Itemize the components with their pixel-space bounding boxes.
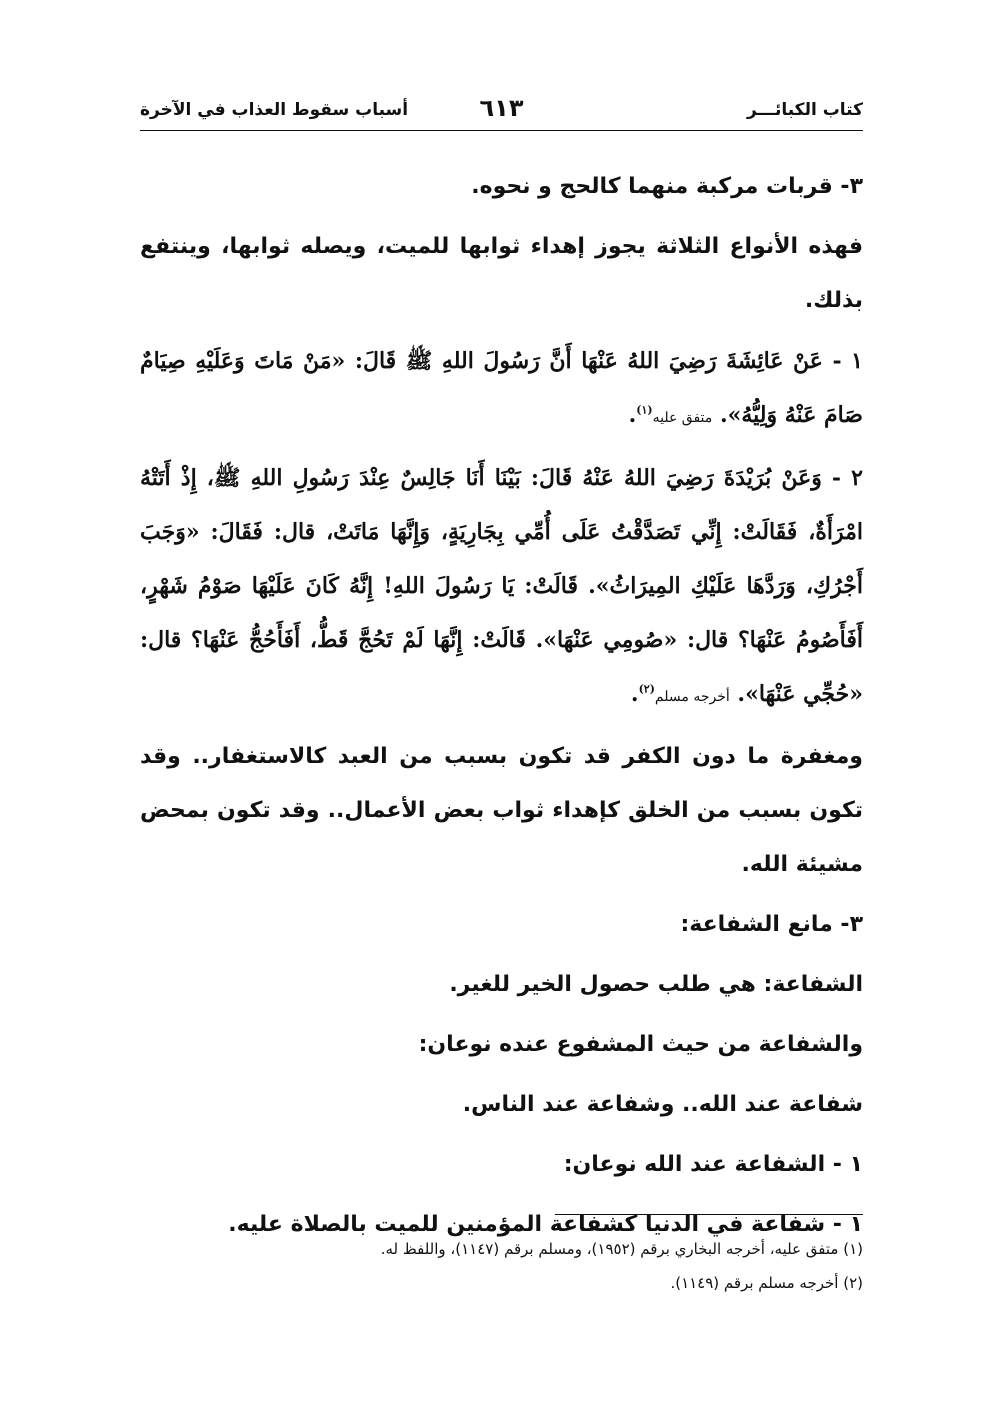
hadith-one-text: ١ - عَنْ عَائِشَةَ رَضِيَ اللهُ عَنْهَا أَنَّ رَسُولَ اللهِ ﷺ قَالَ: «مَنْ مَاتَ وَعَلَيْهِ صِيَامٌ صَامَ عَنْهُ وَلِيُّهُ». bbox=[140, 348, 863, 428]
shafaa-definition bbox=[140, 958, 863, 1012]
item-three-line: ٣- قربات مركبة منهما كالحج و نحوه. bbox=[471, 174, 863, 199]
footnote-ref-2[interactable]: (٢) bbox=[638, 682, 655, 696]
shafaa-allah-heading: ١ - الشفاعة عند الله نوعان: bbox=[563, 1152, 863, 1177]
footnote-divider bbox=[555, 1214, 863, 1215]
hadith-one-source: متفق عليه bbox=[652, 410, 713, 426]
running-header bbox=[140, 92, 863, 132]
footnote-2: (٢) أخرجه مسلم برقم (١١٤٩). bbox=[670, 1274, 863, 1292]
shafaa-kinds: والشفاعة من حيث المشفوع عنده نوعان: bbox=[418, 1032, 863, 1057]
section-heading: ٣- مانع الشفاعة: bbox=[680, 912, 863, 937]
book-title: كتاب الكبائـــر bbox=[746, 100, 863, 120]
hadith-two-text: ٢ - وَعَنْ بُرَيْدَةَ رَضِيَ اللهُ عَنْهُ قَالَ: بَيْنَا أَنَا جَالِسٌ عِنْدَ رَسُولِ اللهِ ﷺ، إِذْ أَتَتْهُ امْرَأَةٌ، فَقَالَتْ: إِنِّي تَصَدَّقْتُ عَلَى أُمِّي بِجَارِيَةٍ، وَإِنَّهَا مَاتَتْ، قال: فَقَالَ: «وَجَبَ أَجْرُكِ، وَرَدَّهَا عَلَيْكِ المِيرَاثُ». قَالَتْ: يَا رَسُولَ اللهِ! إِنَّهُ كَانَ عَلَيْهَا صَوْمُ شَهْرٍ، أَفَأَصُومُ عَنْهَا؟ قال: «صُومِي عَنْهَا». قَالَتْ: إِنَّهَا لَمْ تَحُجَّ قَطُّ، أَفَأَحُجُّ عَنْهَا؟ قال: «حُجِّي عَنْهَا». bbox=[140, 465, 863, 707]
page-number: ٦١٣ bbox=[479, 94, 524, 122]
hadith-two-source: أخرجه مسلم bbox=[654, 689, 730, 705]
forgiveness-paragraph: ومغفرة ما دون الكفر قد تكون بسبب من العبد كالاستغفار.. وقد تكون بسبب من الخلق كإهداء ثواب بعض الأعمال.. وقد تكون بمحض مشيئة الله. bbox=[140, 744, 863, 877]
header-divider bbox=[140, 130, 863, 131]
shafaa-definition-label: الشفاعة: bbox=[763, 972, 863, 997]
page-body bbox=[140, 160, 863, 1258]
chapter-title: أسباب سقوط العذاب في الآخرة bbox=[140, 100, 409, 120]
footnote-1: (١) متفق عليه، أخرجه البخاري برقم (١٩٥٢)، ومسلم برقم (١١٤٧)، واللفظ له. bbox=[380, 1240, 863, 1258]
shafaa-two-kinds: شفاعة عند الله.. وشفاعة عند الناس. bbox=[462, 1092, 863, 1117]
hadith-two: ٢ - وَعَنْ بُرَيْدَةَ رَضِيَ اللهُ عَنْهُ قَالَ: بَيْنَا أَنَا جَالِسٌ عِنْدَ رَسُولِ اللهِ ﷺ، إِذْ أَتَتْهُ امْرَأَةٌ، فَقَالَتْ: إِنِّي تَصَدَّقْتُ عَلَى أُمِّي بِجَارِيَةٍ، وَإِنَّهَا مَاتَتْ، قال: فَقَالَ: «وَجَبَ أَجْرُكِ، وَرَدَّهَا عَلَيْكِ المِيرَاثُ». قَالَتْ: يَا رَسُولَ اللهِ! إِنَّهُ كَانَ عَلَيْهَا صَوْمُ شَهْرٍ، أَفَأَصُومُ عَنْهَا؟ قال: «صُومِي عَنْهَا». قَالَتْ: إِنَّهَا لَمْ تَحُجَّ قَطُّ، أَفَأَحُجُّ عَنْهَا؟ قال: «حُجِّي عَنْهَا». أخرجه مسلم$^{(٢)}$. bbox=[140, 465, 863, 707]
footnote-ref-1[interactable]: (١) bbox=[636, 403, 653, 417]
shafaa-definition-text: هي طلب حصول الخير للغير. bbox=[449, 972, 756, 997]
three-types-line: فهذه الأنواع الثلاثة يجوز إهداء ثوابها للميت، ويصله ثوابها، وينتفع بذلك. bbox=[140, 234, 863, 313]
shafaa-dunya-item: ١ - شفاعة في الدنيا كشفاعة المؤمنين للميت بالصلاة عليه. bbox=[228, 1212, 863, 1237]
hadith-one: ١ - عَنْ عَائِشَةَ رَضِيَ اللهُ عَنْهَا أَنَّ رَسُولَ اللهِ ﷺ قَالَ: «مَنْ مَاتَ وَعَلَيْهِ صِيَامٌ صَامَ عَنْهُ وَلِيُّهُ». متفق عليه$^{(١)}$. bbox=[140, 348, 863, 428]
footnotes bbox=[140, 1232, 863, 1300]
